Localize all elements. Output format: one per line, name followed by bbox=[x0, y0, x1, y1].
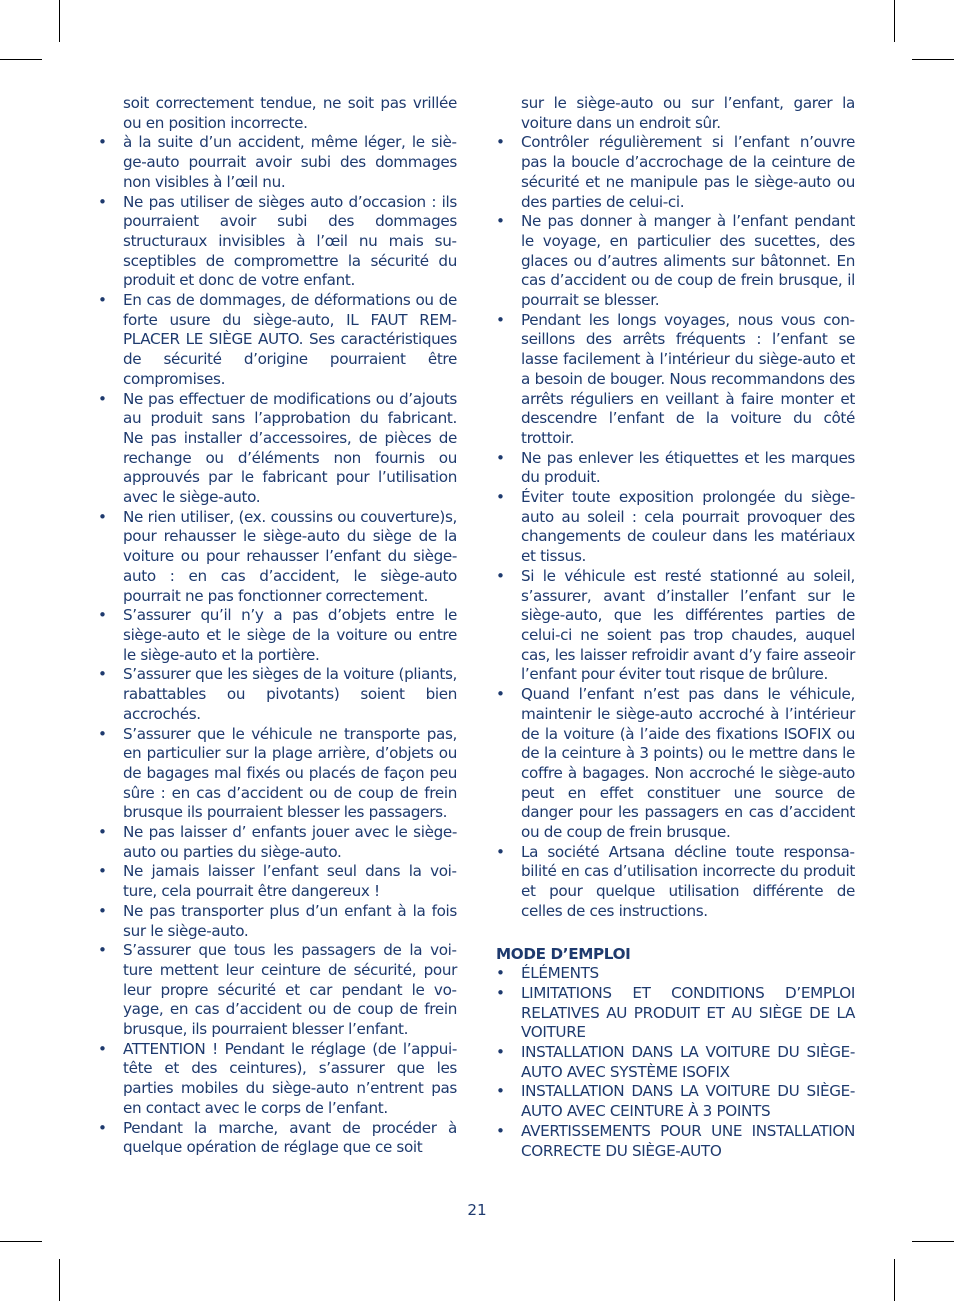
bullet-icon: • bbox=[496, 448, 505, 467]
list-item-text: Éviter toute exposition prolongée du siège-auto au soleil : cela pourrait provoquer des changements de couleur dans les matériaux et tissus. bbox=[521, 488, 855, 566]
bullet-icon: • bbox=[496, 212, 505, 231]
list-item-text: Ne pas enlever les étiquettes et les marques du produit. bbox=[521, 448, 855, 487]
safety-warning-list bbox=[98, 133, 457, 1158]
bullet-icon: • bbox=[496, 1121, 505, 1140]
list-item-text: Ne pas utiliser de sièges auto d’occasion : ils pourraient avoir subi des dommages structuraux invisibles à l’œil nu mais susceptibles de compromettre la sécurité du produit et donc de votre enfant. bbox=[123, 192, 457, 290]
bullet-icon: • bbox=[98, 1039, 107, 1058]
right-column bbox=[496, 94, 855, 1161]
list-item-text: ATTENTION ! Pendant le réglage (de l’appui-tête et des ceintures), s’assurer que les parties mobiles du siège-auto n’entrent pas en contact avec le corps de l’enfant. bbox=[123, 1039, 457, 1117]
bullet-icon: • bbox=[98, 823, 107, 842]
bullet-icon: • bbox=[496, 964, 505, 983]
list-item bbox=[496, 567, 855, 685]
list-item bbox=[98, 1119, 457, 1158]
list-item-text: AVERTISSEMENTS POUR UNE INSTALLATION CORRECTE DU SIÈGE-AUTO bbox=[521, 1121, 855, 1160]
list-item bbox=[496, 311, 855, 449]
list-item bbox=[98, 606, 457, 665]
bullet-icon: • bbox=[98, 606, 107, 625]
list-item-text: Ne pas transporter plus d’un enfant à la fois sur le siège-auto. bbox=[123, 901, 457, 940]
bullet-icon: • bbox=[98, 291, 107, 310]
bullet-icon: • bbox=[98, 389, 107, 408]
bullet-icon: • bbox=[98, 862, 107, 881]
crop-mark bbox=[912, 59, 954, 60]
list-item bbox=[98, 1040, 457, 1119]
list-item bbox=[98, 508, 457, 607]
bullet-icon: • bbox=[496, 566, 505, 585]
crop-mark bbox=[0, 1241, 42, 1242]
bullet-icon: • bbox=[98, 941, 107, 960]
list-item-text: Pendant la marche, avant de procéder à quelque opération de réglage que ce soit bbox=[123, 1118, 457, 1157]
list-item bbox=[496, 1043, 855, 1082]
list-item-text: S’assurer que le véhicule ne transporte pas, en particulier sur la plage arrière, d’objets ou de bagages mal fixés ou placés de façon peu sûre : en cas d’accident ou de coup de frein brusque ils pourraient blesser les passagers. bbox=[123, 724, 457, 822]
list-item bbox=[98, 941, 457, 1040]
list-item bbox=[496, 488, 855, 567]
bullet-icon: • bbox=[496, 310, 505, 329]
bullet-icon: • bbox=[98, 724, 107, 743]
list-item bbox=[98, 823, 457, 862]
list-item bbox=[98, 665, 457, 724]
bullet-icon: • bbox=[98, 192, 107, 211]
list-item bbox=[496, 964, 855, 984]
list-item bbox=[98, 862, 457, 901]
list-item bbox=[98, 725, 457, 824]
list-item-text: En cas de dommages, de déformations ou de forte usure du siège-auto, IL FAUT REMPLACER LE SIÈGE AUTO. Ses caractéristiques de sécurité d’origine pourraient être compromises. bbox=[123, 291, 457, 388]
list-item bbox=[496, 133, 855, 212]
continuation-text: soit correctement tendue, ne soit pas vrillée ou en position incorrecte. bbox=[123, 94, 457, 132]
list-item-text: à la suite d’un accident, même léger, le siège-auto pourrait avoir subi des dommages non visibles à l’œil nu. bbox=[123, 133, 457, 191]
continuation-text: sur le siège-auto ou sur l’enfant, garer la voiture dans un endroit sûr. bbox=[521, 94, 855, 132]
list-item bbox=[98, 193, 457, 292]
bullet-icon: • bbox=[496, 133, 505, 152]
list-item bbox=[98, 902, 457, 941]
list-item-text: Ne rien utiliser, (ex. coussins ou couverture)s, pour rehausser le siège-auto du siège de la voiture ou pour rehausser l’enfant du siège-auto : en cas d’accident, le siège-auto pourrait ne pas fonctionner correctement. bbox=[123, 507, 457, 605]
safety-warning-list bbox=[496, 133, 855, 921]
bullet-icon: • bbox=[496, 488, 505, 507]
list-item bbox=[98, 133, 457, 192]
bullet-icon: • bbox=[496, 1043, 505, 1062]
list-item-text: Pendant les longs voyages, nous vous conseillons des arrêts fréquents : l’enfant se lasse facilement à l’intérieur du siège-auto et a besoin de bouger. Nous recommandons des arrêts réguliers en veillant à faire monter et descendre l’enfant de la voiture du côté trottoir. bbox=[521, 310, 855, 447]
list-item bbox=[496, 984, 855, 1043]
list-item-text: Ne jamais laisser l’enfant seul dans la voiture, cela pourrait être dangereux ! bbox=[123, 862, 457, 901]
bullet-icon: • bbox=[496, 685, 505, 704]
bullet-icon: • bbox=[98, 1118, 107, 1137]
list-item-text: S’assurer que tous les passagers de la voiture mettent leur ceinture de sécurité, pour leur propre sécurité et car pendant le voyage, en cas d’accident ou de coup de frein brusque, ils pourraient blesser l’enfant. bbox=[123, 941, 457, 1039]
list-item-text: LIMITATIONS ET CONDITIONS D’EMPLOI RELATIVES AU PRODUIT ET AU SIÈGE DE LA VOITURE bbox=[521, 983, 855, 1042]
bullet-icon: • bbox=[496, 983, 505, 1002]
page-number: 21 bbox=[467, 1201, 487, 1219]
bullet-icon: • bbox=[98, 901, 107, 920]
crop-mark bbox=[912, 1241, 954, 1242]
list-item-text: Ne pas laisser d’ enfants jouer avec le siège-auto ou parties du siège-auto. bbox=[123, 823, 457, 861]
list-item-text: Ne pas effectuer de modifications ou d’ajouts au produit sans l’approbation du fabricant. Ne pas installer d’accessoires, de pièces de rechange ou d’éléments non fournis ou approuvés par le fabricant pour l’utilisation avec le siège-auto. bbox=[123, 389, 457, 507]
list-item-text: S’assurer qu’il n’y a pas d’objets entre le siège-auto et le siège de la voiture ou entre le siège-auto et la portière. bbox=[123, 606, 457, 664]
section-heading: MODE D’EMPLOI bbox=[496, 944, 631, 963]
list-item-text: Ne pas donner à manger à l’enfant pendant le voyage, en particulier des sucettes, des glaces ou d’autres aliments sur bâtonnet. En cas d’accident ou de coup de frein brusque, il pourrait se blesser. bbox=[521, 212, 855, 310]
list-item bbox=[496, 1122, 855, 1161]
bullet-icon: • bbox=[496, 842, 505, 861]
left-column bbox=[98, 94, 457, 1158]
list-item bbox=[98, 390, 457, 508]
crop-mark bbox=[0, 59, 42, 60]
bullet-icon: • bbox=[98, 665, 107, 684]
bullet-icon: • bbox=[98, 507, 107, 526]
crop-mark bbox=[59, 0, 60, 42]
list-item bbox=[496, 685, 855, 843]
bullet-icon: • bbox=[98, 133, 107, 152]
crop-mark bbox=[894, 0, 895, 42]
list-item-text: ÉLÉMENTS bbox=[521, 964, 599, 983]
list-item-text: La société Artsana décline toute responsabilité en cas d’utilisation incorrecte du produit et pour quelque utilisation différente de celles de ces instructions. bbox=[521, 842, 855, 920]
contents-list bbox=[496, 964, 855, 1161]
list-item bbox=[98, 291, 457, 390]
list-item-text: Quand l’enfant n’est pas dans le véhicule, maintenir le siège-auto accroché à l’intérieur de la voiture (à l’aide des fixations ISOFIX ou de la ceinture à 3 points) ou le mettre dans le coffre à bagages. Non accroché le siège-auto peut en effet constituer une source de danger pour les passagers en cas d’accident ou de coup de frein brusque. bbox=[521, 685, 855, 842]
list-item bbox=[496, 212, 855, 311]
crop-mark bbox=[894, 1259, 895, 1301]
list-item-text: INSTALLATION DANS LA VOITURE DU SIÈGE-AUTO AVEC CEINTURE À 3 POINTS bbox=[521, 1082, 855, 1121]
list-item-text: INSTALLATION DANS LA VOITURE DU SIÈGE-AUTO AVEC SYSTÈME ISOFIX bbox=[521, 1043, 855, 1081]
list-item bbox=[496, 1082, 855, 1121]
bullet-icon: • bbox=[496, 1082, 505, 1101]
list-item bbox=[496, 449, 855, 488]
list-item-text: Contrôler régulièrement si l’enfant n’ouvre pas la boucle d’accrochage de la ceinture de sécurité et ne manipule pas le siège-auto ou des parties de celui-ci. bbox=[521, 133, 855, 211]
list-item-text: S’assurer que les sièges de la voiture (pliants, rabattables ou pivotants) soient bien accrochés. bbox=[123, 665, 457, 723]
list-item bbox=[496, 843, 855, 922]
list-item-text: Si le véhicule est resté stationné au soleil, s’assurer, avant d’installer l’enfant sur le siège-auto, que les différentes parties de celui-ci ne soient pas trop chaudes, auquel cas, les laisser refroidir avant d’y faire asseoir l’enfant pour éviter tout risque de brûlure. bbox=[521, 566, 855, 684]
crop-mark bbox=[59, 1259, 60, 1301]
